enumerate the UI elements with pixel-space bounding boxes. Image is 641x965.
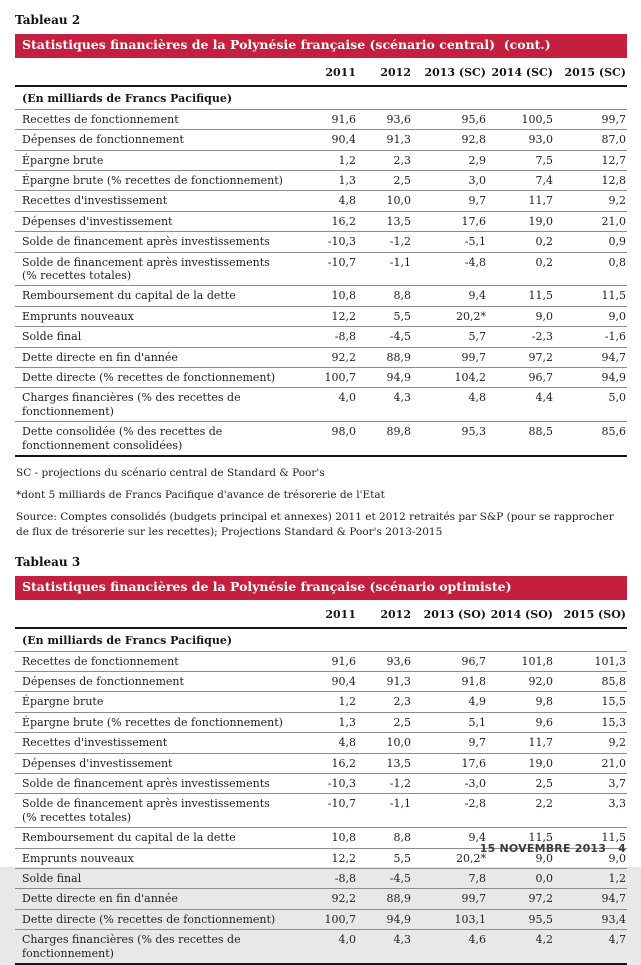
cell-value: 100,7: [295, 909, 357, 929]
cell-value: 16,2: [295, 753, 357, 773]
cell-value: 12,2: [295, 306, 357, 326]
cell-value: 5,0: [554, 388, 627, 422]
cell-value: 4,9: [412, 692, 487, 712]
cell-value: 19,0: [487, 753, 554, 773]
column-header: 2014 (SO): [487, 600, 554, 628]
cell-value: 17,6: [412, 211, 487, 231]
table-title-banner: [15, 576, 627, 600]
cell-value: -10,3: [295, 773, 357, 793]
year-header-row: [15, 58, 627, 86]
cell-value: 11,7: [487, 191, 554, 211]
table-row: [15, 388, 627, 422]
cell-value: 5,5: [357, 848, 412, 868]
cell-value: 21,0: [554, 211, 627, 231]
cell-value: 11,7: [487, 733, 554, 753]
cell-value: 3,7: [554, 773, 627, 793]
cell-value: 97,2: [487, 347, 554, 367]
cell-value: -1,6: [554, 327, 627, 347]
cell-value: 1,2: [554, 868, 627, 888]
cell-value: -4,5: [357, 868, 412, 888]
table-row: [15, 347, 627, 367]
cell-value: 2,5: [487, 773, 554, 793]
table-row: [15, 712, 627, 732]
cell-value: 15,5: [554, 692, 627, 712]
row-label: Épargne brute (% recettes de fonctionnement): [15, 170, 295, 190]
cell-value: 2,5: [357, 712, 412, 732]
cell-value: 11,5: [554, 828, 627, 848]
table-row: [15, 286, 627, 306]
cell-value: 94,7: [554, 347, 627, 367]
cell-value: 9,7: [412, 733, 487, 753]
cell-value: 85,8: [554, 671, 627, 691]
empty-header-cell: [15, 58, 295, 86]
cell-value: 10,8: [295, 828, 357, 848]
cell-value: 15,3: [554, 712, 627, 732]
row-label: Épargne brute (% recettes de fonctionnement): [15, 712, 295, 732]
cell-value: 4,0: [295, 930, 357, 964]
cell-value: 88,9: [357, 347, 412, 367]
column-header: 2013 (SC): [412, 58, 487, 86]
cell-value: 99,7: [554, 109, 627, 129]
cell-value: 101,3: [554, 651, 627, 671]
cell-value: 10,0: [357, 733, 412, 753]
cell-value: -1,2: [357, 232, 412, 252]
cell-value: 0,8: [554, 252, 627, 286]
cell-value: 4,7: [554, 930, 627, 964]
cell-value: 1,3: [295, 712, 357, 732]
cell-value: -10,7: [295, 794, 357, 828]
row-label: Recettes de fonctionnement: [15, 109, 295, 129]
cell-value: 9,4: [412, 828, 487, 848]
row-label: Dépenses de fonctionnement: [15, 671, 295, 691]
cell-value: 9,4: [412, 286, 487, 306]
table-row: [15, 211, 627, 231]
table-row: [15, 130, 627, 150]
row-label: Remboursement du capital de la dette: [15, 286, 295, 306]
financial-table: [15, 600, 627, 965]
cell-value: 91,6: [295, 651, 357, 671]
cell-value: 93,0: [487, 130, 554, 150]
table-row: [15, 368, 627, 388]
row-label: Dette directe (% recettes de fonctionnement): [15, 909, 295, 929]
cell-value: 4,8: [295, 191, 357, 211]
cell-value: -4,8: [412, 252, 487, 286]
cell-value: 2,3: [357, 150, 412, 170]
cell-value: 3,3: [554, 794, 627, 828]
cell-value: 95,6: [412, 109, 487, 129]
cell-value: 5,1: [412, 712, 487, 732]
table-row: [15, 232, 627, 252]
table-title: Statistiques financières de la Polynésie française (scénario central) (cont.): [22, 37, 551, 52]
year-header-row: [15, 600, 627, 628]
table-row: [15, 671, 627, 691]
row-label: Épargne brute: [15, 150, 295, 170]
cell-value: 4,3: [357, 388, 412, 422]
cell-value: 94,9: [357, 909, 412, 929]
cell-value: 94,7: [554, 889, 627, 909]
cell-value: 5,7: [412, 327, 487, 347]
cell-value: 88,5: [487, 422, 554, 456]
cell-value: 92,0: [487, 671, 554, 691]
cell-value: 9,6: [487, 712, 554, 732]
row-label: Solde de financement après investissements: [15, 232, 295, 252]
footnote: SC - projections du scénario central de Standard & Poor's: [15, 466, 627, 480]
cell-value: 4,8: [412, 388, 487, 422]
table-row: [15, 889, 627, 909]
cell-value: 4,3: [357, 930, 412, 964]
cell-value: 11,5: [487, 286, 554, 306]
cell-value: 95,5: [487, 909, 554, 929]
cell-value: 85,6: [554, 422, 627, 456]
table-row: [15, 930, 627, 964]
cell-value: 10,8: [295, 286, 357, 306]
column-header: 2012: [357, 600, 412, 628]
cell-value: 103,1: [412, 909, 487, 929]
cell-value: 9,0: [487, 848, 554, 868]
column-header: 2013 (SO): [412, 600, 487, 628]
cell-value: 94,9: [357, 368, 412, 388]
cell-value: 7,5: [487, 150, 554, 170]
cell-value: -4,5: [357, 327, 412, 347]
cell-value: 4,2: [487, 930, 554, 964]
cell-value: -8,8: [295, 868, 357, 888]
row-label: Charges financières (% des recettes de fonctionnement): [15, 930, 295, 964]
table-row: [15, 150, 627, 170]
cell-value: 1,2: [295, 692, 357, 712]
unit-header-row: [15, 628, 627, 652]
cell-value: -8,8: [295, 327, 357, 347]
empty-header-cell: [15, 600, 295, 628]
table-row: [15, 170, 627, 190]
cell-value: 92,8: [412, 130, 487, 150]
cell-value: 19,0: [487, 211, 554, 231]
cell-value: 4,6: [412, 930, 487, 964]
table-footnotes: [15, 466, 627, 539]
unit-header-row: [15, 86, 627, 110]
cell-value: 12,2: [295, 848, 357, 868]
table-row: [15, 422, 627, 456]
cell-value: -2,3: [487, 327, 554, 347]
footer-page-number: 4: [618, 842, 626, 855]
cell-value: 0,2: [487, 232, 554, 252]
cell-value: 0,9: [554, 232, 627, 252]
column-header: 2012: [357, 58, 412, 86]
cell-value: 13,5: [357, 753, 412, 773]
row-label: Dette directe en fin d'année: [15, 889, 295, 909]
cell-value: 20,2*: [412, 848, 487, 868]
column-header: 2011: [295, 600, 357, 628]
cell-value: -1,1: [357, 252, 412, 286]
cell-value: -5,1: [412, 232, 487, 252]
cell-value: 87,0: [554, 130, 627, 150]
cell-value: 99,7: [412, 347, 487, 367]
cell-value: 0,0: [487, 868, 554, 888]
cell-value: 94,9: [554, 368, 627, 388]
cell-value: 16,2: [295, 211, 357, 231]
cell-value: 100,7: [295, 368, 357, 388]
cell-value: 100,5: [487, 109, 554, 129]
table-row: [15, 306, 627, 326]
row-label: Recettes de fonctionnement: [15, 651, 295, 671]
table-row: [15, 868, 627, 888]
footnote: Source: Comptes consolidés (budgets principal et annexes) 2011 et 2012 retraités par S&P (pour se rapprocher de flux de trésorerie sur les recettes); Projections Standard & Poor's 2013-2015: [15, 510, 627, 538]
row-label: Recettes d'investissement: [15, 733, 295, 753]
row-label: Solde de financement après investissements (% recettes totales): [15, 252, 295, 286]
table-row: [15, 252, 627, 286]
row-label: Épargne brute: [15, 692, 295, 712]
tableau-2-section: [15, 13, 627, 539]
row-label: Solde de financement après investissements (% recettes totales): [15, 794, 295, 828]
cell-value: 9,2: [554, 191, 627, 211]
cell-value: 9,2: [554, 733, 627, 753]
cell-value: 10,0: [357, 191, 412, 211]
cell-value: 91,8: [412, 671, 487, 691]
cell-value: 93,6: [357, 651, 412, 671]
table-title-banner: [15, 34, 627, 58]
cell-value: 2,9: [412, 150, 487, 170]
cell-value: -1,2: [357, 773, 412, 793]
table-label: Tableau 2: [15, 13, 627, 27]
cell-value: -3,0: [412, 773, 487, 793]
cell-value: 11,5: [554, 286, 627, 306]
row-label: Emprunts nouveaux: [15, 848, 295, 868]
cell-value: 11,5: [487, 828, 554, 848]
cell-value: 21,0: [554, 753, 627, 773]
row-label: Solde final: [15, 327, 295, 347]
cell-value: 92,2: [295, 889, 357, 909]
table-row: [15, 191, 627, 211]
cell-value: 9,7: [412, 191, 487, 211]
cell-value: 90,4: [295, 671, 357, 691]
row-label: Charges financières (% des recettes de fonctionnement): [15, 388, 295, 422]
cell-value: 96,7: [412, 651, 487, 671]
financial-table: [15, 58, 627, 457]
footnote: *dont 5 milliards de Francs Pacifique d'avance de trésorerie de l'Etat: [15, 488, 627, 502]
table-row: [15, 733, 627, 753]
cell-value: -10,7: [295, 252, 357, 286]
cell-value: 7,8: [412, 868, 487, 888]
table-row: [15, 651, 627, 671]
row-label: Recettes d'investissement: [15, 191, 295, 211]
column-header: 2015 (SC): [554, 58, 627, 86]
cell-value: 96,7: [487, 368, 554, 388]
row-label: Dette consolidée (% des recettes de fonctionnement consolidées): [15, 422, 295, 456]
unit-header: (En milliards de Francs Pacifique): [15, 628, 627, 652]
cell-value: 4,8: [295, 733, 357, 753]
table-title: Statistiques financières de la Polynésie française (scénario optimiste): [22, 579, 511, 594]
cell-value: 4,0: [295, 388, 357, 422]
cell-value: 8,8: [357, 286, 412, 306]
cell-value: 0,2: [487, 252, 554, 286]
cell-value: 101,8: [487, 651, 554, 671]
cell-value: 98,0: [295, 422, 357, 456]
table-row: [15, 753, 627, 773]
row-label: Emprunts nouveaux: [15, 306, 295, 326]
row-label: Dépenses de fonctionnement: [15, 130, 295, 150]
row-label: Solde de financement après investissements: [15, 773, 295, 793]
cell-value: 4,4: [487, 388, 554, 422]
cell-value: 20,2*: [412, 306, 487, 326]
row-label: Dépenses d'investissement: [15, 753, 295, 773]
cell-value: 97,2: [487, 889, 554, 909]
cell-value: 7,4: [487, 170, 554, 190]
cell-value: 91,3: [357, 671, 412, 691]
cell-value: 9,0: [554, 306, 627, 326]
cell-value: 93,6: [357, 109, 412, 129]
table-row: [15, 794, 627, 828]
cell-value: 99,7: [412, 889, 487, 909]
cell-value: 90,4: [295, 130, 357, 150]
cell-value: 91,3: [357, 130, 412, 150]
cell-value: 2,5: [357, 170, 412, 190]
cell-value: 9,0: [487, 306, 554, 326]
cell-value: 91,6: [295, 109, 357, 129]
table-row: [15, 109, 627, 129]
cell-value: 12,8: [554, 170, 627, 190]
cell-value: 2,3: [357, 692, 412, 712]
cell-value: 1,2: [295, 150, 357, 170]
row-label: Dépenses d'investissement: [15, 211, 295, 231]
cell-value: 2,2: [487, 794, 554, 828]
cell-value: 3,0: [412, 170, 487, 190]
footer-date: 15 NOVEMBRE 2013: [480, 842, 606, 855]
cell-value: -1,1: [357, 794, 412, 828]
cell-value: 93,4: [554, 909, 627, 929]
column-header: 2015 (SO): [554, 600, 627, 628]
page-footer: [480, 842, 626, 855]
cell-value: 8,8: [357, 828, 412, 848]
cell-value: 9,0: [554, 848, 627, 868]
row-label: Solde final: [15, 868, 295, 888]
cell-value: 92,2: [295, 347, 357, 367]
cell-value: 88,9: [357, 889, 412, 909]
table-row: [15, 773, 627, 793]
column-header: 2011: [295, 58, 357, 86]
cell-value: 1,3: [295, 170, 357, 190]
row-label: Remboursement du capital de la dette: [15, 828, 295, 848]
table-row: [15, 692, 627, 712]
table-label: Tableau 3: [15, 555, 627, 569]
unit-header: (En milliards de Francs Pacifique): [15, 86, 627, 110]
cell-value: 5,5: [357, 306, 412, 326]
row-label: Dette directe (% recettes de fonctionnement): [15, 368, 295, 388]
cell-value: -10,3: [295, 232, 357, 252]
cell-value: -2,8: [412, 794, 487, 828]
cell-value: 104,2: [412, 368, 487, 388]
cell-value: 12,7: [554, 150, 627, 170]
column-header: 2014 (SC): [487, 58, 554, 86]
cell-value: 13,5: [357, 211, 412, 231]
row-label: Dette directe en fin d'année: [15, 347, 295, 367]
cell-value: 89,8: [357, 422, 412, 456]
cell-value: 9,8: [487, 692, 554, 712]
tableau-3-section: [15, 555, 627, 965]
cell-value: 95,3: [412, 422, 487, 456]
table-row: [15, 327, 627, 347]
table-row: [15, 909, 627, 929]
cell-value: 17,6: [412, 753, 487, 773]
